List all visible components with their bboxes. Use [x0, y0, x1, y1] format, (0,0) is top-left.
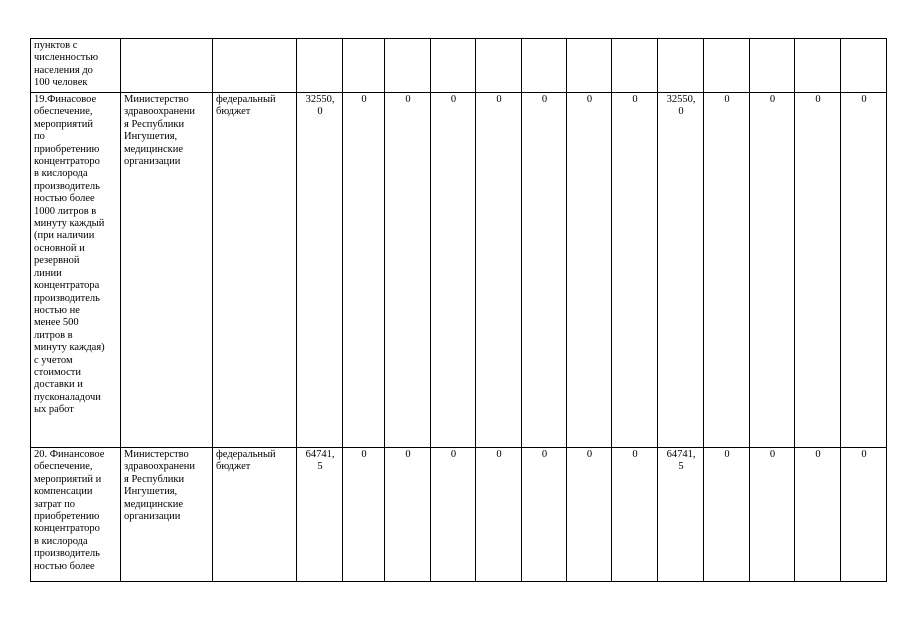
table-cell — [213, 39, 297, 93]
value-cell: 0 — [841, 448, 887, 582]
funding-source-cell: федеральный бюджет — [213, 448, 297, 582]
table-cell — [750, 39, 795, 93]
value-cell: 0 — [343, 448, 385, 582]
funding-source-cell: федеральный бюджет — [213, 93, 297, 448]
value-cell: 0 — [431, 93, 476, 448]
table-cell — [385, 39, 431, 93]
table-cell — [476, 39, 522, 93]
table-cell — [612, 39, 658, 93]
value-cell: 0 — [841, 93, 887, 448]
value-cell: 0 — [522, 448, 567, 582]
total-value-cell: 64741, 5 — [297, 448, 343, 582]
value-cell: 0 — [795, 448, 841, 582]
table-cell — [431, 39, 476, 93]
table-row — [31, 39, 887, 93]
value-cell: 0 — [476, 448, 522, 582]
table-cell — [658, 39, 704, 93]
year-value-cell: 64741, 5 — [658, 448, 704, 582]
value-cell: 0 — [612, 93, 658, 448]
measure-description-cell: 19.Финасовое обеспечение, мероприятий по приобретению концентраторо в кислорода производитель ностью более 1000 литров в минуту каждый (при наличии основной и резервной линии концентратора производитель ностью не менее 500 литров в минуту каждая) с учетом стоимости доставки и пусконаладочи ых работ — [31, 93, 121, 448]
executor-cell: Министерство здравоохранени я Республики Ингушетия, медицинские организации — [121, 448, 213, 582]
value-cell: 0 — [385, 93, 431, 448]
value-cell: 0 — [385, 448, 431, 582]
value-cell: 0 — [431, 448, 476, 582]
value-cell: 0 — [567, 93, 612, 448]
value-cell: 0 — [750, 448, 795, 582]
value-cell: 0 — [750, 93, 795, 448]
table-cell — [343, 39, 385, 93]
total-value-cell: 32550, 0 — [297, 93, 343, 448]
budget-table — [30, 38, 887, 582]
value-cell: 0 — [343, 93, 385, 448]
value-cell: 0 — [704, 93, 750, 448]
value-cell: 0 — [795, 93, 841, 448]
table-row — [31, 448, 887, 582]
year-value-cell: 32550, 0 — [658, 93, 704, 448]
table-cell — [704, 39, 750, 93]
measure-description-cell: 20. Финансовое обеспечение, мероприятий и компенсации затрат по приобретению концентраторо в кислорода производитель ностью более — [31, 448, 121, 582]
value-cell: 0 — [567, 448, 612, 582]
table-cell — [795, 39, 841, 93]
table-cell — [841, 39, 887, 93]
executor-cell: Министерство здравоохранени я Республики Ингушетия, медицинские организации — [121, 93, 213, 448]
table-cell — [567, 39, 612, 93]
table-cell — [522, 39, 567, 93]
value-cell: 0 — [522, 93, 567, 448]
value-cell: 0 — [476, 93, 522, 448]
value-cell: 0 — [704, 448, 750, 582]
table-cell — [297, 39, 343, 93]
table-row — [31, 93, 887, 448]
value-cell: 0 — [612, 448, 658, 582]
table-cell — [121, 39, 213, 93]
table-cell: пунктов с численностью населения до 100 человек — [31, 39, 121, 93]
